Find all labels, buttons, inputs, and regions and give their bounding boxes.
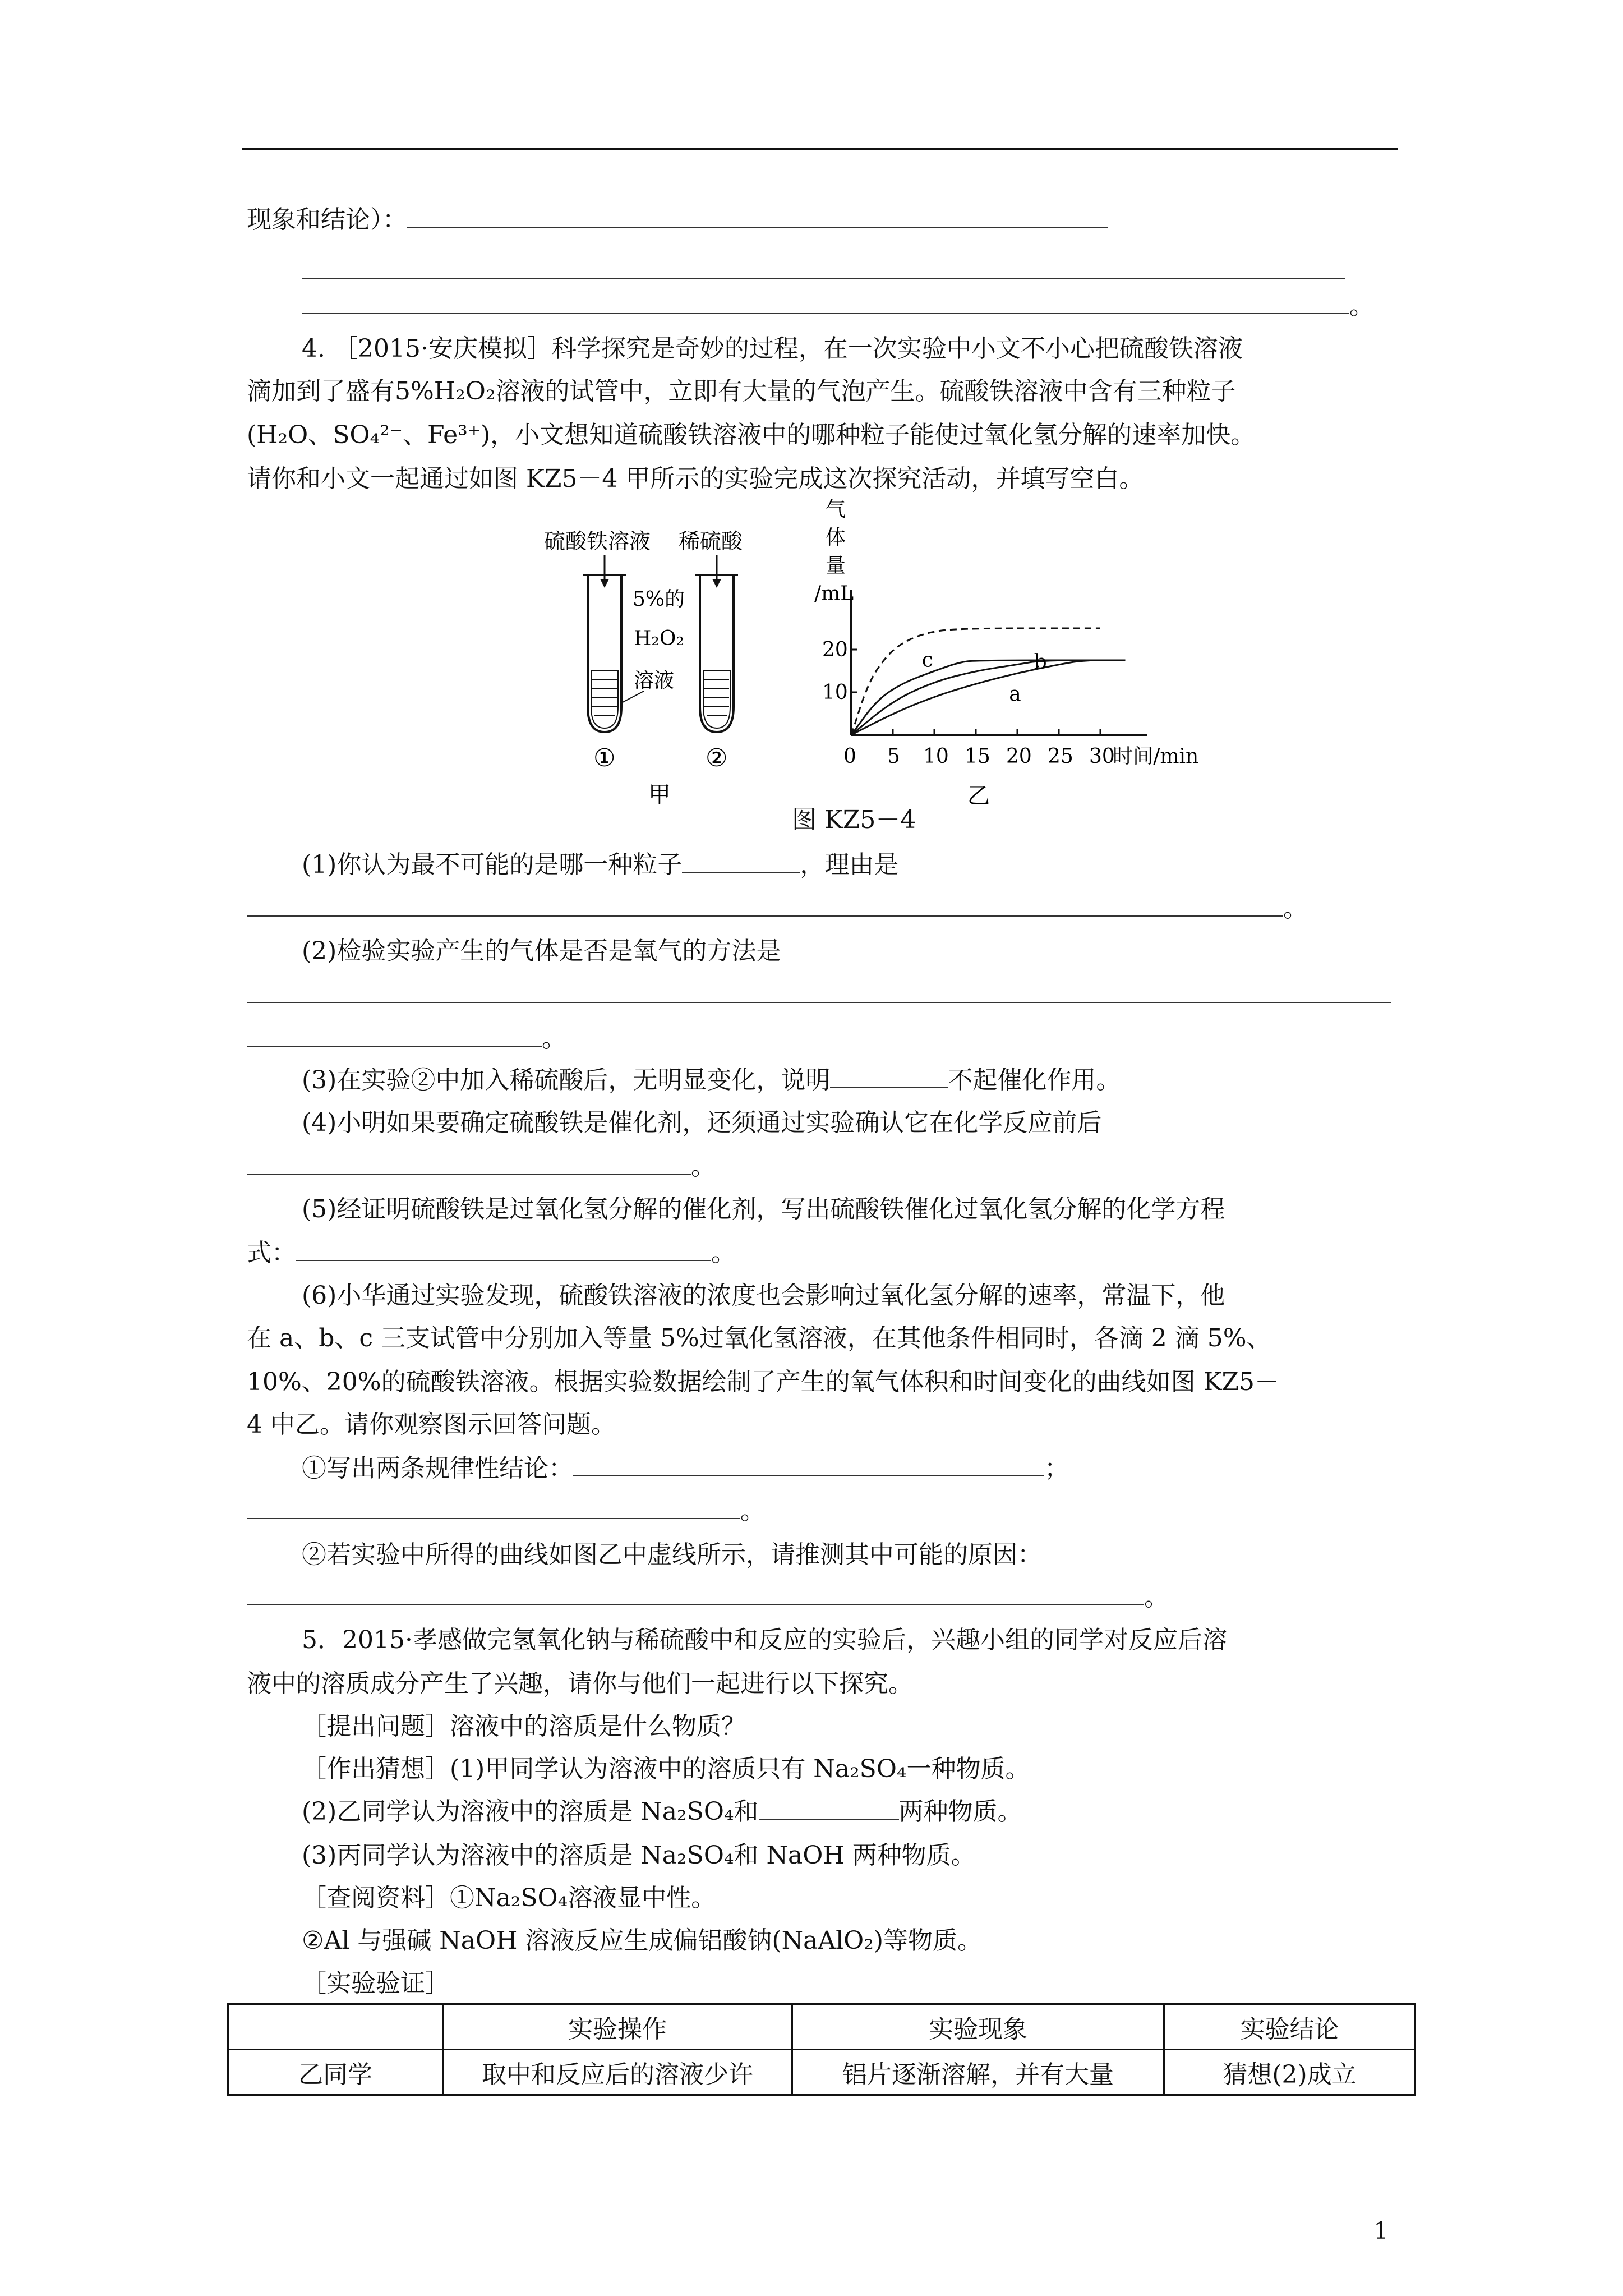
sub-2-answer-line-1 [247,978,1391,1012]
table-header: 实验操作 [443,2004,792,2050]
curve-b [851,660,1125,735]
figure-caption: 图 KZ5－4 [792,806,916,834]
x-tick-label: 15 [965,745,990,768]
y-axis-label: 体 [826,526,846,549]
sub-6-c1-text: ①写出两条规律性结论： [302,1454,573,1483]
sub-5-label: 式： [247,1239,296,1267]
curve-a [851,660,1125,735]
q4-line-1: 4. ［2015·安庆模拟］科学探究是奇妙的过程，在一次实验中小文不小心把硫酸铁溶液 [302,334,1243,363]
sub-4-answer-line [247,1150,716,1184]
sub-3 [302,1064,1121,1097]
sub-6-line-1: (6)小华通过实验发现，硫酸铁溶液的浓度也会影响过氧化氢分解的速率，常温下，他 [302,1281,1225,1310]
answer-blank[interactable] [759,1796,899,1820]
caption-jia: 甲 [648,782,671,808]
table-header: 实验现象 [792,2004,1164,2050]
answer-blank[interactable] [247,1151,691,1175]
label-h2o2: H₂O₂ [634,627,684,650]
table-cell: 取中和反应后的溶液少许 [443,2050,792,2095]
label-iron-sulfate: 硫酸铁溶液 [544,529,651,554]
table-row [228,2050,1415,2095]
origin-label: 0 [843,745,856,768]
test-tube-1 [583,575,626,732]
test-tube-2 [695,575,738,732]
answer-blank[interactable] [247,1023,542,1047]
label-solution: 溶液 [634,669,675,692]
caption-yi: 乙 [967,783,990,809]
table-cell: 猜想(2)成立 [1164,2050,1415,2095]
period: 。 [691,1152,716,1181]
q5-line-4: ［作出猜想］(1)甲同学认为溶液中的溶质只有 Na₂SO₄一种物质。 [302,1755,1030,1783]
q4-line-3: (H₂O、SO₄²⁻、Fe³⁺)，小文想知道硫酸铁溶液中的哪种粒子能使过氧化氢分解的速率加快。 [247,421,1256,449]
table-header-row [228,2004,1415,2050]
sub-1 [302,848,898,882]
table-header: 实验结论 [1164,2004,1415,2050]
answer-blank[interactable] [830,1065,948,1088]
answer-blank[interactable] [296,1237,711,1261]
sub-3-tail: 不起催化作用。 [948,1066,1121,1094]
curve-dashed [851,628,1100,735]
q4-line-4: 请你和小文一起通过如图 KZ5－4 甲所示的实验完成这次探究活动，并填写空白。 [247,464,1144,493]
table-cell: 铝片逐渐溶解，并有大量 [792,2050,1164,2095]
q5-line-3: ［提出问题］溶液中的溶质是什么物质？ [302,1712,746,1741]
y-axis-label: 气 [826,498,846,521]
sub-6-c1-answer-line [247,1494,765,1528]
sub-6-c2: ②若实验中所得的曲线如图乙中虚线所示，请推测其中可能的原因： [302,1540,1042,1569]
q5-line-7: ［查阅资料］①Na₂SO₄溶液显中性。 [302,1884,716,1912]
figure-yi-chart [785,498,1199,813]
sub-5-line-1: (5)经证明硫酸铁是过氧化氢分解的催化剂，写出硫酸铁催化过氧化氢分解的化学方程 [302,1195,1225,1223]
q5-line-2: 液中的溶质成分产生了兴趣，请你与他们一起进行以下探究。 [247,1669,913,1698]
x-tick-label: 10 [923,745,949,768]
top-line-1 [247,203,1108,237]
x-axis-label: 时间/min [1113,745,1199,768]
sub-1-answer-line [247,892,1308,926]
x-tick-label: 25 [1048,745,1073,768]
sub-1-text: (1)你认为最不可能的是哪一种粒子 [302,850,683,879]
q5-line-8: ②Al 与强碱 NaOH 溶液反应生成偏铝酸钠(NaAlO₂)等物质。 [302,1926,983,1955]
tube-1-number: ① [593,744,616,772]
q5-guess-2: (2)乙同学认为溶液中的溶质是 Na₂SO₄和 [302,1797,759,1826]
q5-line-5 [302,1795,1022,1829]
answer-blank[interactable] [247,893,1283,917]
period: 。 [1144,1583,1169,1612]
answer-blank[interactable] [247,1496,740,1519]
q4-line-2: 滴加到了盛有5%H₂O₂溶液的试管中，立即有大量的气泡产生。硫酸铁溶液中含有三种粒子 [247,377,1236,406]
q5-line-6: (3)丙同学认为溶液中的溶质是 Na₂SO₄和 NaOH 两种物质。 [302,1841,976,1870]
answer-blank[interactable] [682,849,800,873]
answer-blank[interactable] [302,256,1345,279]
top-line-2 [302,255,1345,288]
answer-blank[interactable] [573,1453,1044,1476]
answer-blank[interactable] [302,291,1349,314]
sub-6-line-2: 在 a、b、c 三支试管中分别加入等量 5%过氧化氢溶液，在其他条件相同时，各滴 2 滴 5%、 [247,1324,1271,1352]
x-tick-label: 30 [1089,745,1115,768]
label-dilute-acid: 稀硫酸 [679,529,743,554]
answer-blank[interactable] [247,979,1391,1003]
curve-label-b: b [1034,651,1047,674]
experiment-table [227,2003,1416,2096]
answer-blank[interactable] [247,1582,1144,1605]
label-five-percent: 5%的 [633,588,685,611]
answer-blank[interactable] [407,204,1108,228]
period: 。 [1283,894,1308,923]
curve-c [851,660,1125,735]
y-axis-label: /mL [814,582,854,605]
figure-jia-test-tubes [538,516,763,808]
sub-5-line-2 [247,1236,736,1270]
period: 。 [1349,292,1374,320]
top-line-3 [302,289,1374,323]
q5-line-1: 5．2015·孝感做完氢氧化钠与稀硫酸中和反应的实验后，兴趣小组的同学对反应后溶 [302,1626,1227,1654]
sub-6-c1 [302,1452,1069,1485]
period: 。 [740,1497,765,1525]
curve-label-c: c [921,648,933,672]
tube-2-number: ② [706,744,728,772]
page-number: 1 [1373,2217,1389,2244]
y-tick-label: 20 [822,638,848,661]
table-header [228,2004,443,2050]
sub-3-text: (3)在实验②中加入稀硫酸后，无明显变化，说明 [302,1066,831,1094]
sub-1-reason: ，理由是 [800,850,899,879]
y-tick-label: 10 [822,681,848,704]
x-tick-label: 5 [887,745,900,768]
table-cell: 乙同学 [228,2050,443,2095]
x-tick-label: 20 [1006,745,1032,768]
period: 。 [542,1024,566,1053]
sub-6-line-3: 10%、20%的硫酸铁溶液。根据实验数据绘制了产生的氧气体积和时间变化的曲线如图 KZ5－ [247,1368,1280,1396]
top-lead: 现象和结论）： [247,205,407,234]
q5-guess-2-tail: 两种物质。 [898,1797,1022,1826]
sub-6-c2-answer-line [247,1581,1169,1614]
y-axis-label: 量 [826,554,846,577]
sub-2-answer-line-2 [247,1022,566,1056]
curve-label-a: a [1009,683,1021,706]
sub-4: (4)小明如果要确定硫酸铁是催化剂，还须通过实验确认它在化学反应前后 [302,1108,1102,1137]
sub-6-line-4: 4 中乙。请你观察图示回答问题。 [247,1410,616,1439]
semicolon: ； [1044,1454,1069,1483]
sub-2: (2)检验实验产生的气体是否是氧气的方法是 [302,937,781,965]
period: 。 [711,1239,736,1267]
q5-line-9: ［实验验证］ [302,1969,450,1998]
header-rule [242,148,1398,150]
